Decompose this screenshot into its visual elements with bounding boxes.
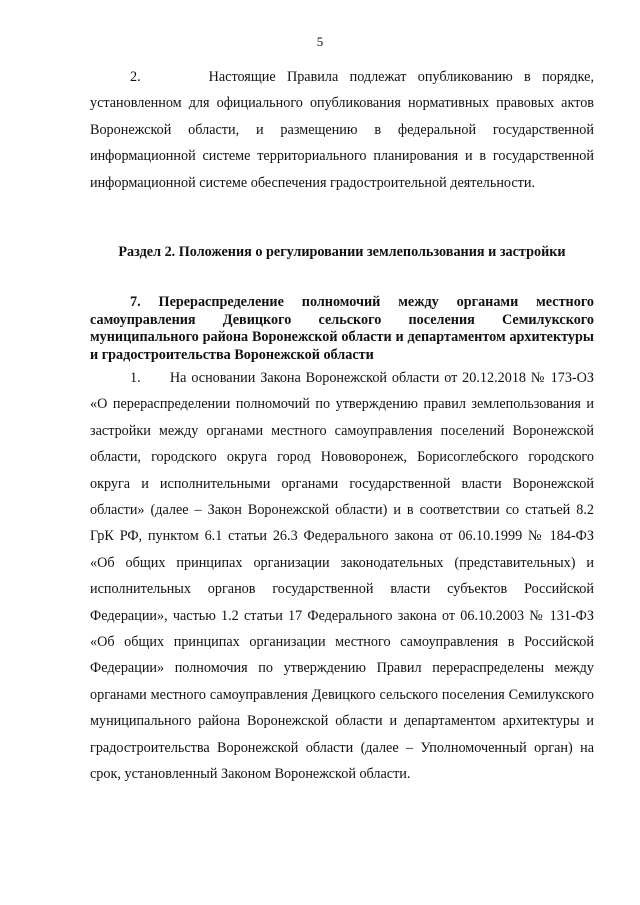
subsection-number: 7. — [130, 294, 141, 310]
section-title: Раздел 2. Положения о регулировании землепользования и застройки — [118, 244, 566, 260]
subsection-text: Перераспределение полномочий между органами местного самоуправления Девицкого сельского поселения Семилукского муниципального района Воронежской области и департаментом архитектуры и градостроительства Воронежской области — [90, 294, 594, 363]
paragraph-1-number: 1. — [130, 370, 141, 386]
paragraph-1-text: На основании Закона Воронежской области от 20.12.2018 № 173-ОЗ «О перераспределении полномочий по утверждению правил землепользования и застройки между органами местного самоуправления поселений Воронежской области, городского округа город Нововоронеж, Борисоглебского городского округа и исполнительными органами государственной власти Воронежской области» (далее – Закон Воронежской области) и в соответствии со статьей 8.2 ГрК РФ, пунктом 6.1 статьи 26.3 Федерального закона от 06.10.1999 № 184-ФЗ «Об общих принципах организации законодательных (представительных) и исполнительных органов государственной власти субъектов Российской Федерации», частью 1.2 статьи 17 Федерального закона от 06.10.2003 № 131-ФЗ «Об общих принципах организации местного самоуправления в Российской Федерации» полномочия по утверждению Правил перераспределены между органами местного самоуправления Девицкого сельского поселения Семилукского муниципального района Воронежской области и департаментом архитектуры и градостроительства Воронежской области (далее – Уполномоченный орган) на срок, установленный Законом Воронежской области. — [90, 370, 595, 783]
paragraph-2-text: Настоящие Правила подлежат опубликованию в порядке, установленном для официального опубликования нормативных правовых актов Воронежской области, и размещению в федеральной государственной информационной системе территориального планирования и в государственной информационной системе обеспечения градостроительной деятельности. — [90, 69, 594, 191]
paragraph-2 — [90, 64, 594, 196]
paragraph-1 — [90, 365, 594, 788]
subsection-title — [90, 294, 594, 364]
paragraph-2-number: 2. — [130, 69, 141, 85]
page-number: 5 — [316, 34, 324, 49]
